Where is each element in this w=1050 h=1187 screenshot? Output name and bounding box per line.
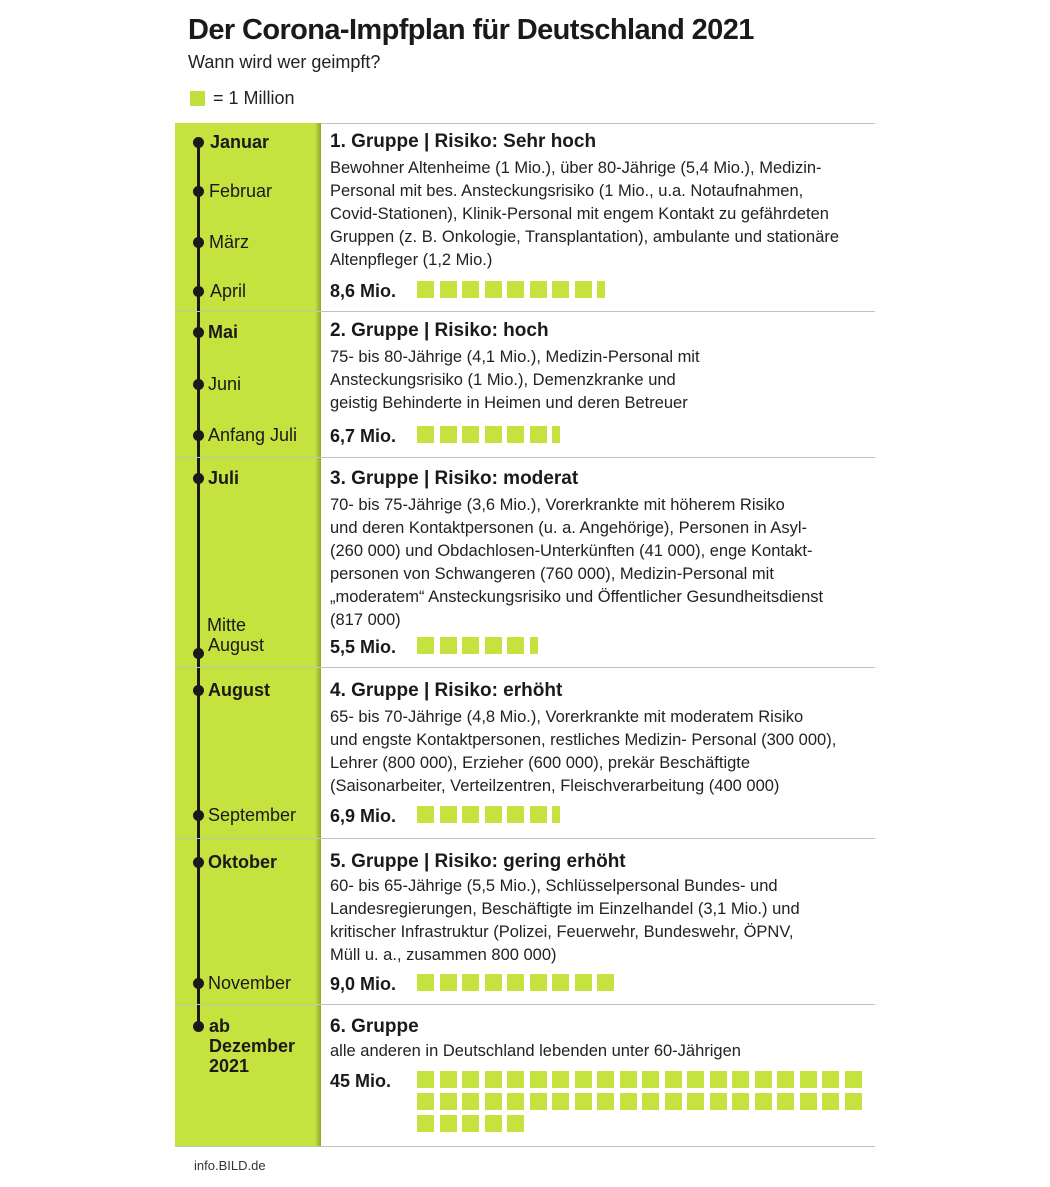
- million-square: [597, 974, 614, 991]
- million-square: [800, 1071, 817, 1088]
- description-line: Gruppen (z. B. Onkologie, Transplantation), ambulante und stationäre: [330, 228, 840, 246]
- page-title: Der Corona-Impfplan für Deutschland 2021: [188, 14, 754, 46]
- group-title: 2. Gruppe | Risiko: hoch: [330, 320, 549, 341]
- separator: [175, 457, 875, 458]
- million-square: [417, 281, 434, 298]
- group-2-total: [330, 426, 877, 448]
- month-label: August: [208, 635, 265, 655]
- million-square: [552, 1071, 569, 1088]
- million-square: [552, 1093, 569, 1110]
- million-square-partial: [552, 806, 560, 823]
- description-line: 75- bis 80-Jährige (4,1 Mio.), Medizin-Personal mit: [330, 348, 700, 366]
- million-square: [507, 281, 524, 298]
- million-square: [485, 1071, 502, 1088]
- group-title: 3. Gruppe | Risiko: moderat: [330, 468, 579, 489]
- group-1-total: [330, 281, 877, 303]
- description-line: Personal mit bes. Ansteckungsrisiko (1 Mio., u.a. Notaufnahmen,: [330, 182, 804, 200]
- description-line: Bewohner Altenheime (1 Mio.), über 80-Jährige (5,4 Mio.), Medizin-: [330, 159, 822, 177]
- million-square: [485, 637, 502, 654]
- legend-label: = 1 Million: [213, 88, 295, 108]
- million-square: [620, 1071, 637, 1088]
- million-square: [530, 974, 547, 991]
- million-square: [687, 1093, 704, 1110]
- month-label: Januar: [210, 132, 270, 152]
- million-square: [485, 426, 502, 443]
- million-square: [822, 1093, 839, 1110]
- description-line: geistig Behinderte in Heimen und deren Betreuer: [330, 394, 688, 412]
- legend: [190, 88, 295, 109]
- group-2: [330, 320, 875, 415]
- total-value: 45 Mio.: [330, 1071, 392, 1091]
- group-5-total: [330, 974, 877, 996]
- million-square: [440, 1115, 457, 1132]
- million-square: [575, 1071, 592, 1088]
- million-square: [462, 281, 479, 298]
- million-square: [485, 281, 502, 298]
- month-label: Oktober: [208, 852, 278, 872]
- million-squares: [417, 281, 877, 303]
- million-square: [845, 1093, 862, 1110]
- separator: [321, 123, 875, 124]
- million-square: [417, 637, 434, 654]
- month-label: Dezember: [209, 1036, 296, 1056]
- million-square: [507, 637, 524, 654]
- month-label: ab: [209, 1016, 231, 1036]
- group-description: [330, 1040, 875, 1063]
- group-description: [330, 494, 875, 632]
- description-line: Müll u. a., zusammen 800 000): [330, 946, 557, 964]
- million-square: [530, 281, 547, 298]
- total-value: 6,9 Mio.: [330, 806, 397, 826]
- million-squares: [417, 806, 877, 828]
- million-square: [710, 1071, 727, 1088]
- group-description: [330, 875, 875, 967]
- million-square-partial: [530, 637, 538, 654]
- million-square: [642, 1071, 659, 1088]
- group-3-total: [330, 637, 877, 659]
- group-description: [330, 157, 875, 272]
- total-value: 6,7 Mio.: [330, 426, 397, 446]
- million-square: [462, 637, 479, 654]
- description-line: alle anderen in Deutschland lebenden unter 60-Jährigen: [330, 1042, 741, 1060]
- group-title: 1. Gruppe | Risiko: Sehr hoch: [330, 131, 597, 152]
- group-6-total: [330, 1071, 877, 1137]
- million-square: [552, 974, 569, 991]
- million-square: [440, 1071, 457, 1088]
- vaccination-timeline: [175, 123, 875, 1147]
- million-square: [485, 974, 502, 991]
- month-label: Mitte: [207, 615, 247, 635]
- total-value: 8,6 Mio.: [330, 281, 397, 301]
- million-square: [552, 281, 569, 298]
- million-square: [777, 1093, 794, 1110]
- million-squares: [417, 974, 877, 996]
- separator: [175, 1146, 875, 1147]
- month-label: April: [210, 281, 247, 301]
- separator: [175, 1004, 875, 1005]
- timeline-dot-icon: [193, 237, 204, 248]
- million-square: [732, 1093, 749, 1110]
- group-5: [330, 851, 875, 967]
- timeline-dot-icon: [193, 1021, 204, 1032]
- timeline-dot-icon: [193, 430, 204, 441]
- description-line: 65- bis 70-Jährige (4,8 Mio.), Vorerkrankte mit moderatem Risiko: [330, 708, 804, 726]
- total-value: 9,0 Mio.: [330, 974, 397, 994]
- million-square: [822, 1071, 839, 1088]
- month-label: Anfang Juli: [208, 425, 298, 445]
- description-line: (817 000): [330, 611, 401, 629]
- million-square: [597, 1093, 614, 1110]
- timeline-dot-icon: [193, 857, 204, 868]
- million-square: [485, 1093, 502, 1110]
- million-square: [732, 1071, 749, 1088]
- million-square: [462, 426, 479, 443]
- million-square: [620, 1093, 637, 1110]
- group-6: [330, 1016, 875, 1063]
- million-square: [417, 1071, 434, 1088]
- million-square: [440, 281, 457, 298]
- description-line: „moderatem“ Ansteckungsrisiko und Öffentlicher Gesundheitsdienst: [330, 588, 824, 606]
- description-line: Ansteckungsrisiko (1 Mio.), Demenzkranke und: [330, 371, 676, 389]
- million-square: [530, 806, 547, 823]
- million-square: [507, 806, 524, 823]
- million-square: [755, 1071, 772, 1088]
- million-square: [845, 1071, 862, 1088]
- million-square: [575, 974, 592, 991]
- description-line: und deren Kontaktpersonen (u. a. Angehörige), Personen in Asyl-: [330, 519, 807, 537]
- timeline-dot-icon: [193, 473, 204, 484]
- million-square: [462, 1115, 479, 1132]
- group-title: 4. Gruppe | Risiko: erhöht: [330, 680, 563, 701]
- million-square: [507, 1115, 524, 1132]
- million-square: [440, 426, 457, 443]
- description-line: kritischer Infrastruktur (Polizei, Feuerwehr, Bundeswehr, ÖPNV,: [330, 923, 794, 941]
- million-squares: [417, 1071, 877, 1137]
- separator: [175, 667, 875, 668]
- description-line: personen von Schwangeren (760 000), Medizin-Personal mit: [330, 565, 774, 583]
- million-square: [507, 974, 524, 991]
- description-line: Lehrer (800 000), Erzieher (600 000), prekär Beschäftigte: [330, 754, 751, 772]
- group-1: [330, 131, 875, 272]
- timeline-dot-icon: [193, 286, 204, 297]
- million-square: [417, 806, 434, 823]
- description-line: Landesregierungen, Beschäftigte im Einzelhandel (3,1 Mio.) und: [330, 900, 800, 918]
- description-line: und engste Kontaktpersonen, restliches Medizin- Personal (300 000),: [330, 731, 837, 749]
- million-square: [462, 974, 479, 991]
- month-label: Juli: [208, 468, 240, 488]
- million-square: [575, 1093, 592, 1110]
- group-title: 6. Gruppe: [330, 1016, 419, 1037]
- million-square: [485, 1115, 502, 1132]
- group-description: [330, 706, 875, 798]
- timeline-dot-icon: [193, 137, 204, 148]
- page-subtitle: Wann wird wer geimpft?: [188, 52, 381, 72]
- group-title: 5. Gruppe | Risiko: gering erhöht: [330, 851, 626, 872]
- timeline-dot-icon: [193, 327, 204, 338]
- group-description: [330, 346, 875, 415]
- million-square: [777, 1071, 794, 1088]
- million-square: [507, 426, 524, 443]
- million-square: [440, 637, 457, 654]
- million-squares: [417, 426, 877, 448]
- separator: [175, 838, 875, 839]
- description-line: (260 000) und Obdachlosen-Unterkünften (41 000), enge Kontakt-: [330, 542, 813, 560]
- million-square: [530, 1093, 547, 1110]
- million-squares: [417, 637, 877, 659]
- group-4: [330, 680, 875, 798]
- timeline-line: [197, 139, 200, 1029]
- million-square: [417, 1115, 434, 1132]
- description-line: 70- bis 75-Jährige (3,6 Mio.), Vorerkrankte mit höherem Risiko: [330, 496, 785, 514]
- million-square: [462, 1093, 479, 1110]
- separator: [175, 311, 875, 312]
- million-square: [507, 1093, 524, 1110]
- month-label: 2021: [209, 1056, 250, 1076]
- timeline-dot-icon: [193, 810, 204, 821]
- million-square: [462, 806, 479, 823]
- million-square: [462, 1071, 479, 1088]
- million-square: [665, 1093, 682, 1110]
- legend-square-icon: [190, 91, 205, 106]
- timeline-dot-icon: [193, 648, 204, 659]
- description-line: (Saisonarbeiter, Verteilzentren, Fleischverarbeitung (400 000): [330, 777, 780, 795]
- total-value: 5,5 Mio.: [330, 637, 397, 657]
- description-line: Altenpfleger (1,2 Mio.): [330, 251, 493, 269]
- million-square: [597, 1071, 614, 1088]
- timeline-dot-icon: [193, 978, 204, 989]
- timeline-dot-icon: [193, 685, 204, 696]
- million-square: [755, 1093, 772, 1110]
- month-label: August: [208, 680, 270, 700]
- timeline-dot-icon: [193, 186, 204, 197]
- month-label: Juni: [208, 374, 242, 394]
- month-label: September: [208, 805, 297, 825]
- million-square: [642, 1093, 659, 1110]
- group-3: [330, 468, 875, 632]
- month-label: Februar: [209, 181, 273, 201]
- month-label: November: [208, 973, 292, 993]
- million-square: [800, 1093, 817, 1110]
- source-credit: info.BILD.de: [194, 1158, 266, 1173]
- million-square-partial: [552, 426, 560, 443]
- million-square: [417, 974, 434, 991]
- million-square: [575, 281, 592, 298]
- million-square: [507, 1071, 524, 1088]
- million-square: [665, 1071, 682, 1088]
- group-4-total: [330, 806, 877, 828]
- timeline-dot-icon: [193, 379, 204, 390]
- million-square: [440, 974, 457, 991]
- million-square: [687, 1071, 704, 1088]
- description-line: Covid-Stationen), Klinik-Personal mit engem Kontakt zu gefährdeten: [330, 205, 829, 223]
- million-square: [440, 806, 457, 823]
- million-square: [417, 1093, 434, 1110]
- million-square: [440, 1093, 457, 1110]
- million-square: [710, 1093, 727, 1110]
- description-line: 60- bis 65-Jährige (5,5 Mio.), Schlüsselpersonal Bundes- und: [330, 877, 778, 895]
- million-square: [530, 1071, 547, 1088]
- million-square: [417, 426, 434, 443]
- million-square: [485, 806, 502, 823]
- month-label: Mai: [208, 322, 239, 342]
- month-label: März: [209, 232, 249, 252]
- million-square: [530, 426, 547, 443]
- million-square-partial: [597, 281, 605, 298]
